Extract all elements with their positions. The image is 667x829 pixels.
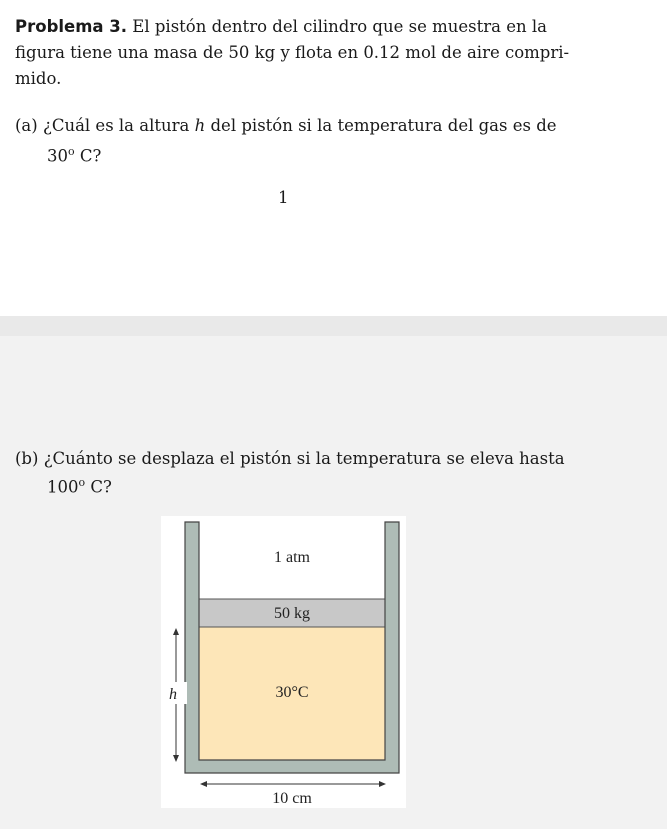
page-1 [0,0,667,316]
mass-label: 50 kg [274,605,310,622]
part-a-line-2 [47,139,101,169]
part-a-degree: o [68,145,75,158]
part-b-text: ¿Cuánto se desplaza el pistón si la temperatura se eleva hasta [43,449,565,468]
part-a-temp: 30 [47,146,68,166]
problem-line-2: figura tiene una masa de 50 kg y flota en 0.12 mol de aire compri- [15,43,570,62]
part-a-text-after: del pistón si la temperatura del gas es de [210,116,557,135]
height-arrow-bottom-head [173,755,179,762]
pressure-label: 1 atm [274,549,310,566]
part-b-temp: 100 [47,477,79,497]
page-number: 1 [278,188,289,207]
cylinder-diagram [161,516,406,808]
height-arrow-top-head [173,628,179,635]
part-a-label: (a) [15,116,38,135]
gas-temp-label: 30°C [275,684,309,701]
part-b-line-1 [15,446,565,471]
part-b-degree: o [78,476,86,489]
part-a-variable: h [194,116,206,135]
problem-paragraph [15,14,547,39]
part-a-unit: C? [79,146,102,166]
problem-line-1: El pistón dentro del cilindro que se muestra en la [132,17,547,36]
width-arrow-right-head [379,781,386,787]
part-b-unit: C? [90,477,112,497]
problem-heading: Problema 3. [15,17,128,36]
width-label: 10 cm [272,790,312,807]
part-a-text-before: ¿Cuál es la altura [42,116,190,135]
part-b-label: (b) [15,449,39,468]
part-a-line-1 [15,113,557,138]
cylinder-figure [161,516,406,808]
part-b-line-2 [47,470,112,500]
page-separator [0,316,667,336]
height-label: h [169,686,177,703]
width-arrow-left-head [200,781,207,787]
problem-line-3: mido. [15,69,62,88]
